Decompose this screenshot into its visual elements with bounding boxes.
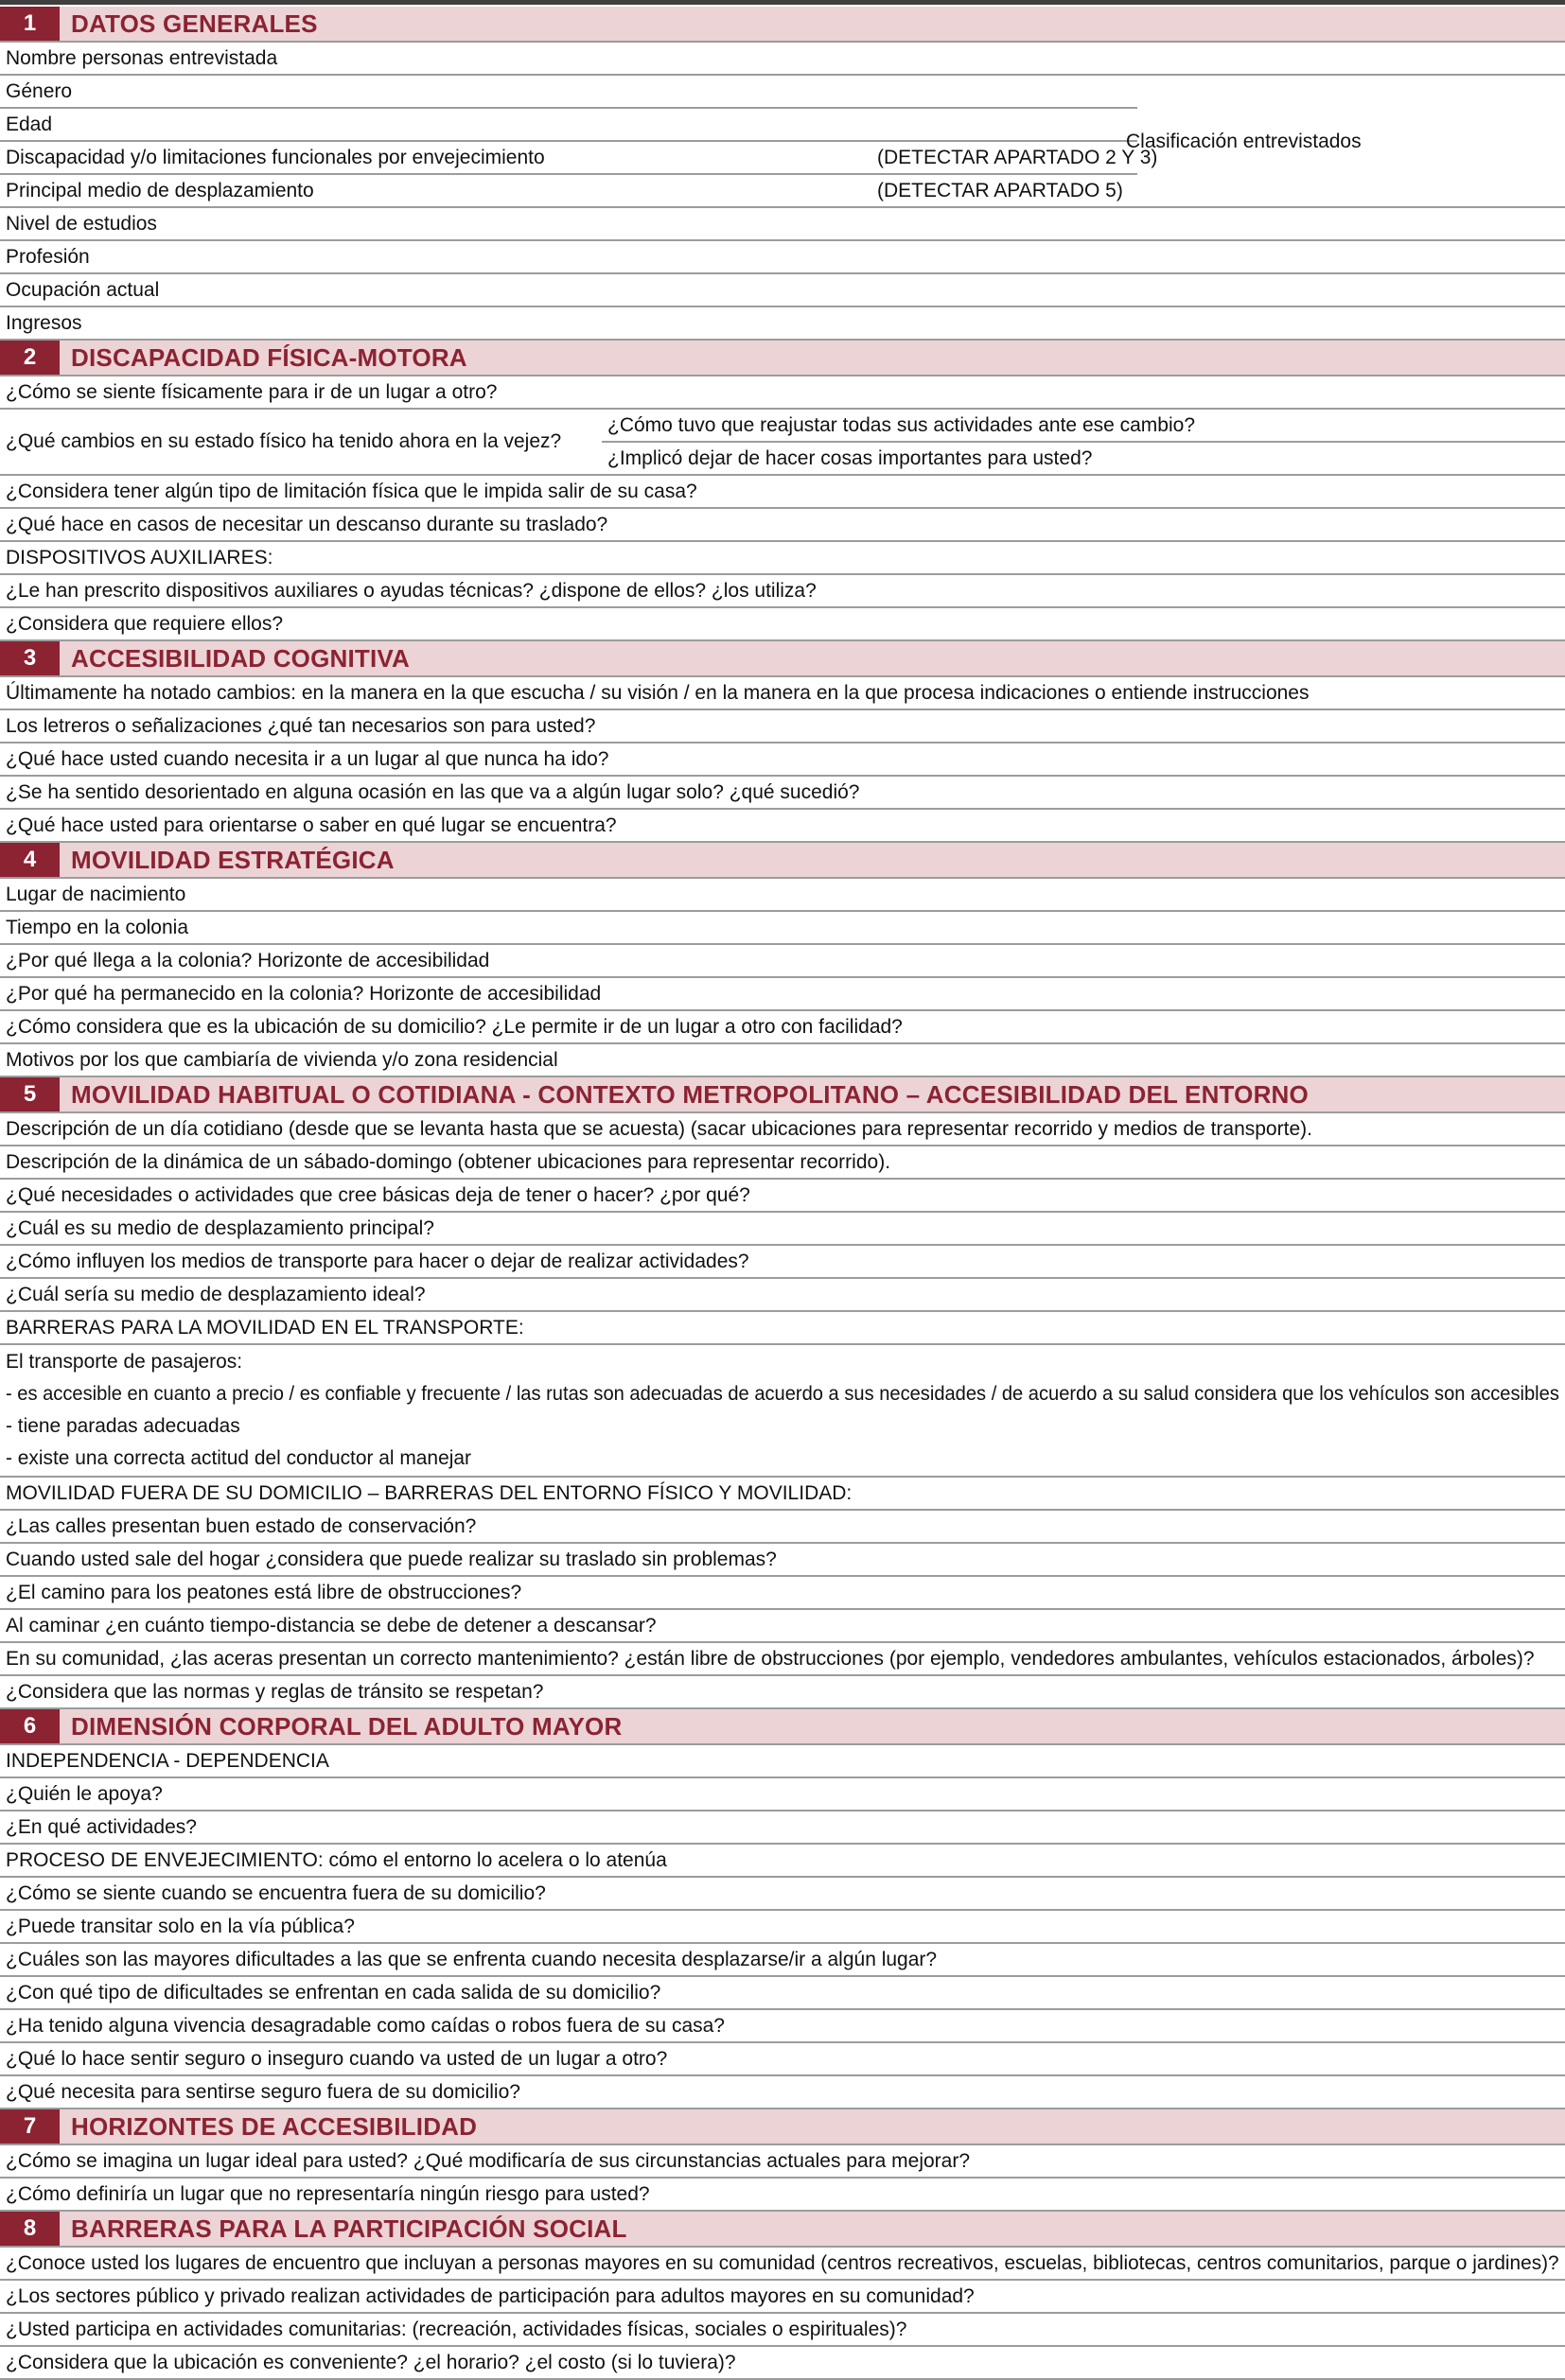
question-text: ¿Qué hace usted para orientarse o saber en qué lugar se encuentra? xyxy=(6,814,617,836)
question-row xyxy=(0,608,1565,641)
section-rows xyxy=(0,2248,1565,2380)
section-rows xyxy=(0,1113,1565,1709)
question-row xyxy=(0,2145,1565,2179)
question-row xyxy=(0,2010,1565,2043)
question-row xyxy=(0,1944,1565,1977)
question-text: ¿Usted participa en actividades comunitarias: (recreación, actividades físicas, sociales o espirituales)? xyxy=(6,2319,907,2340)
question-row xyxy=(0,1610,1565,1643)
question-row xyxy=(0,43,1565,76)
question-text: ¿Qué hace usted cuando necesita ir a un lugar al que nunca ha ido? xyxy=(6,748,609,770)
question-text: ¿Cuál es su medio de desplazamiento principal? xyxy=(6,1217,434,1239)
question-text: Profesión xyxy=(6,246,90,268)
question-row xyxy=(0,542,1565,575)
row-rule xyxy=(0,639,1565,641)
question-row xyxy=(0,1279,1565,1312)
question-row xyxy=(0,710,1565,744)
question-row xyxy=(0,1878,1565,1911)
question-text: Edad xyxy=(6,114,53,135)
section-number: 6 xyxy=(0,1709,60,1743)
question-row xyxy=(0,1643,1565,1676)
question-text: Principal medio de desplazamiento xyxy=(6,180,314,201)
question-row xyxy=(0,810,1565,843)
question-row xyxy=(0,1977,1565,2010)
question-row xyxy=(0,2281,1565,2314)
row-rule xyxy=(0,841,1565,843)
question-text: - existe una correcta actitud del conductor al manejar xyxy=(6,1447,471,1469)
question-text: ¿Cómo tuvo que reajustar todas sus actividades ante ese cambio? xyxy=(607,414,1196,436)
question-text: MOVILIDAD FUERA DE SU DOMICILIO – BARRERAS DEL ENTORNO FÍSICO Y MOVILIDAD: xyxy=(6,1482,853,1504)
question-text: - tiene paradas adecuadas xyxy=(6,1415,240,1437)
section-rows xyxy=(0,879,1565,1077)
section-header xyxy=(0,641,1565,677)
question-text: Motivos por los que cambiaría de vivienda y/o zona residencial xyxy=(6,1049,558,1071)
question-text: BARRERAS PARA LA MOVILIDAD EN EL TRANSPORTE: xyxy=(6,1317,524,1339)
question-text: Tiempo en la colonia xyxy=(6,917,188,938)
section-number: 4 xyxy=(0,843,60,877)
row-divider xyxy=(602,441,1565,443)
section-rows xyxy=(0,2145,1565,2212)
question-row xyxy=(0,1544,1565,1577)
question-text: PROCESO DE ENVEJECIMIENTO: cómo el entorno lo acelera o lo atenúa xyxy=(6,1849,667,1871)
question-row xyxy=(0,476,1565,509)
section-header xyxy=(0,341,1565,376)
section-header xyxy=(0,843,1565,879)
section-number: 5 xyxy=(0,1077,60,1111)
question-row xyxy=(0,945,1565,978)
question-text: ¿Qué hace en casos de necesitar un descanso durante su traslado? xyxy=(6,514,608,535)
question-text: ¿Cómo se siente físicamente para ir de un lugar a otro? xyxy=(6,381,498,403)
question-row xyxy=(0,2248,1565,2281)
section-number: 3 xyxy=(0,641,60,675)
section-title: MOVILIDAD HABITUAL O COTIDIANA - CONTEXTO METROPOLITANO – ACCESIBILIDAD DEL ENTORNO xyxy=(71,1080,1309,1109)
question-text: ¿Qué cambios en su estado físico ha tenido ahora en la vejez? xyxy=(6,430,562,452)
row-rule xyxy=(0,2108,1565,2109)
question-row xyxy=(0,1676,1565,1709)
question-row xyxy=(0,1845,1565,1878)
section-header xyxy=(0,2212,1565,2248)
section-title: DATOS GENERALES xyxy=(71,9,318,38)
question-text: ¿Cómo se imagina un lugar ideal para usted? ¿Qué modificaría de sus circunstancias actuales para mejorar? xyxy=(6,2150,971,2172)
row-rule xyxy=(0,2210,1565,2212)
section-rows xyxy=(0,43,1565,341)
section-rows xyxy=(0,376,1565,641)
section-number: 7 xyxy=(0,2109,60,2144)
question-row xyxy=(0,2314,1565,2347)
question-text: Los letreros o señalizaciones ¿qué tan necesarios son para usted? xyxy=(6,715,596,737)
section-header xyxy=(0,1077,1565,1113)
question-row xyxy=(0,2347,1565,2380)
question-text: ¿Cómo influyen los medios de transporte para hacer o dejar de realizar actividades? xyxy=(6,1251,749,1272)
question-text: ¿Ha tenido alguna vivencia desagradable como caídas o robos fuera de su casa? xyxy=(6,2015,725,2037)
section-number: 8 xyxy=(0,2212,60,2246)
question-row xyxy=(0,1778,1565,1811)
question-row xyxy=(0,274,1565,307)
row-rule xyxy=(0,339,1565,341)
question-text: Ocupación actual xyxy=(6,279,160,301)
question-row xyxy=(0,1511,1565,1544)
question-text: Cuando usted sale del hogar ¿considera que puede realizar su traslado sin problemas? xyxy=(6,1549,777,1570)
section-title: ACCESIBILIDAD COGNITIVA xyxy=(71,644,411,673)
question-row xyxy=(0,1911,1565,1944)
question-text: ¿El camino para los peatones está libre de obstrucciones? xyxy=(6,1582,522,1603)
question-text: Descripción de un día cotidiano (desde que se levanta hasta que se acuesta) (sacar ubicaciones para representar recorrido y medios de transporte). xyxy=(6,1118,1312,1140)
section-rows xyxy=(0,1745,1565,2109)
question-row xyxy=(0,1577,1565,1610)
question-row xyxy=(0,410,1565,476)
question-text: ¿Los sectores público y privado realizan actividades de participación para adultos mayores en su comunidad? xyxy=(6,2285,975,2307)
question-row xyxy=(0,1146,1565,1180)
question-row xyxy=(0,1213,1565,1246)
question-text: ¿Qué necesita para sentirse seguro fuera de su domicilio? xyxy=(6,2081,520,2103)
question-row xyxy=(0,1113,1565,1146)
detect-note: (DETECTAR APARTADO 2 Y 3) xyxy=(877,147,1158,168)
question-text: Nivel de estudios xyxy=(6,213,157,235)
question-row xyxy=(0,2043,1565,2076)
section-header xyxy=(0,2109,1565,2145)
section-header xyxy=(0,1709,1565,1745)
question-text: Género xyxy=(6,80,73,102)
question-text: ¿Implicó dejar de hacer cosas importantes para usted? xyxy=(607,447,1093,469)
question-row xyxy=(0,509,1565,542)
row-rule xyxy=(0,1076,1565,1077)
question-text: Discapacidad y/o limitaciones funcionales por envejecimiento xyxy=(6,147,545,168)
section-number: 1 xyxy=(0,7,60,41)
question-text: DISPOSITIVOS AUXILIARES: xyxy=(6,547,273,569)
question-row xyxy=(0,1246,1565,1279)
question-text: ¿Considera que las normas y reglas de tránsito se respetan? xyxy=(6,1681,544,1703)
question-row xyxy=(0,1478,1565,1511)
section-title: HORIZONTES DE ACCESIBILIDAD xyxy=(71,2112,478,2141)
question-text: ¿En qué actividades? xyxy=(6,1816,197,1838)
question-row xyxy=(0,744,1565,777)
question-text: ¿Cómo considera que es la ubicación de su domicilio? ¿Le permite ir de un lugar a otro con facilidad? xyxy=(6,1016,903,1038)
question-text: El transporte de pasajeros: xyxy=(6,1351,243,1373)
question-row xyxy=(0,1044,1565,1077)
question-text: ¿Qué necesidades o actividades que cree básicas deja de tener o hacer? ¿por qué? xyxy=(6,1184,750,1206)
question-text: ¿Le han prescrito dispositivos auxiliares o ayudas técnicas? ¿dispone de ellos? ¿los utiliza? xyxy=(6,580,817,602)
section-title: BARRERAS PARA LA PARTICIPACIÓN SOCIAL xyxy=(71,2214,627,2243)
section-header xyxy=(0,7,1565,43)
question-row xyxy=(0,1011,1565,1044)
question-row xyxy=(0,1345,1565,1478)
question-row xyxy=(0,1180,1565,1213)
detect-note: (DETECTAR APARTADO 5) xyxy=(877,180,1123,201)
question-text: Últimamente ha notado cambios: en la manera en la que escucha / su visión / en la manera en la que procesa indicaciones o entiende instrucciones xyxy=(6,682,1310,704)
question-text: - es accesible en cuanto a precio / es confiable y frecuente / las rutas son adecuadas de acuerdo a sus necesidades / de acuerdo a su salud considera que los vehículos son accesibles xyxy=(6,1383,1559,1405)
question-text: Lugar de nacimiento xyxy=(6,884,186,905)
question-text: ¿Cuáles son las mayores dificultades a las que se enfrenta cuando necesita desplazarse/ir a algún lugar? xyxy=(6,1949,938,1970)
question-text: En su comunidad, ¿las aceras presentan un correcto mantenimiento? ¿están libre de obstrucciones (por ejemplo, vendedores ambulantes, vehículos estacionados, árboles)? xyxy=(6,1648,1535,1670)
row-rule xyxy=(0,1707,1565,1709)
question-text: ¿Por qué ha permanecido en la colonia? Horizonte de accesibilidad xyxy=(6,983,602,1005)
question-row xyxy=(0,1745,1565,1778)
question-row xyxy=(0,208,1565,241)
question-text: ¿Considera que requiere ellos? xyxy=(6,613,284,635)
section-number: 2 xyxy=(0,341,60,375)
question-row xyxy=(0,912,1565,945)
section-title: DIMENSIÓN CORPORAL DEL ADULTO MAYOR xyxy=(71,1712,623,1741)
question-text: Descripción de la dinámica de un sábado-domingo (obtener ubicaciones para representar recorrido). xyxy=(6,1151,891,1173)
question-text: ¿Cómo definiría un lugar que no representaría ningún riesgo para usted? xyxy=(6,2183,650,2205)
question-text: ¿Cuál sería su medio de desplazamiento ideal? xyxy=(6,1284,426,1305)
question-row xyxy=(0,2179,1565,2212)
question-text: ¿Puede transitar solo en la vía pública? xyxy=(6,1916,355,1937)
question-text: ¿Con qué tipo de dificultades se enfrentan en cada salida de su domicilio? xyxy=(6,1982,661,2004)
question-text: INDEPENDENCIA - DEPENDENCIA xyxy=(6,1750,329,1772)
question-text: ¿Considera que la ubicación es conveniente? ¿el horario? ¿el costo (si lo tuviera)? xyxy=(6,2352,736,2373)
question-text: ¿Se ha sentido desorientado en alguna ocasión en las que va a algún lugar solo? ¿qué sucedió? xyxy=(6,781,860,803)
question-row xyxy=(0,307,1565,341)
question-text: Nombre personas entrevistada xyxy=(6,47,278,69)
question-text: ¿Considera tener algún tipo de limitación física que le impida salir de su casa? xyxy=(6,481,697,502)
question-row xyxy=(0,777,1565,810)
question-text: Al caminar ¿en cuánto tiempo-distancia se debe de detener a descansar? xyxy=(6,1615,657,1636)
question-row xyxy=(0,376,1565,410)
question-text: ¿Cómo se siente cuando se encuentra fuera de su domicilio? xyxy=(6,1882,546,1904)
question-row xyxy=(0,2076,1565,2109)
question-row xyxy=(0,1312,1565,1345)
section-title: MOVILIDAD ESTRATÉGICA xyxy=(71,846,395,874)
question-text: ¿Las calles presentan buen estado de conservación? xyxy=(6,1515,477,1537)
question-row xyxy=(0,879,1565,912)
question-text: Ingresos xyxy=(6,312,82,334)
question-text: ¿Qué lo hace sentir seguro o inseguro cuando va usted de un lugar a otro? xyxy=(6,2048,668,2070)
section-rows xyxy=(0,677,1565,843)
question-text: ¿Conoce usted los lugares de encuentro que incluyan a personas mayores en su comunidad (centros recreativos, escuelas, bibliotecas, centros comunitarios, parque o jardines)? xyxy=(6,2252,1559,2274)
question-text: ¿Por qué llega a la colonia? Horizonte de accesibilidad xyxy=(6,950,490,971)
question-row xyxy=(0,575,1565,608)
section-side-label: Clasificación entrevistados xyxy=(1126,131,1362,152)
question-row xyxy=(0,1811,1565,1845)
question-text: ¿Quién le apoya? xyxy=(6,1783,163,1805)
question-row xyxy=(0,978,1565,1011)
question-row xyxy=(0,677,1565,710)
section-title: DISCAPACIDAD FÍSICA-MOTORA xyxy=(71,343,467,372)
question-row xyxy=(0,241,1565,274)
